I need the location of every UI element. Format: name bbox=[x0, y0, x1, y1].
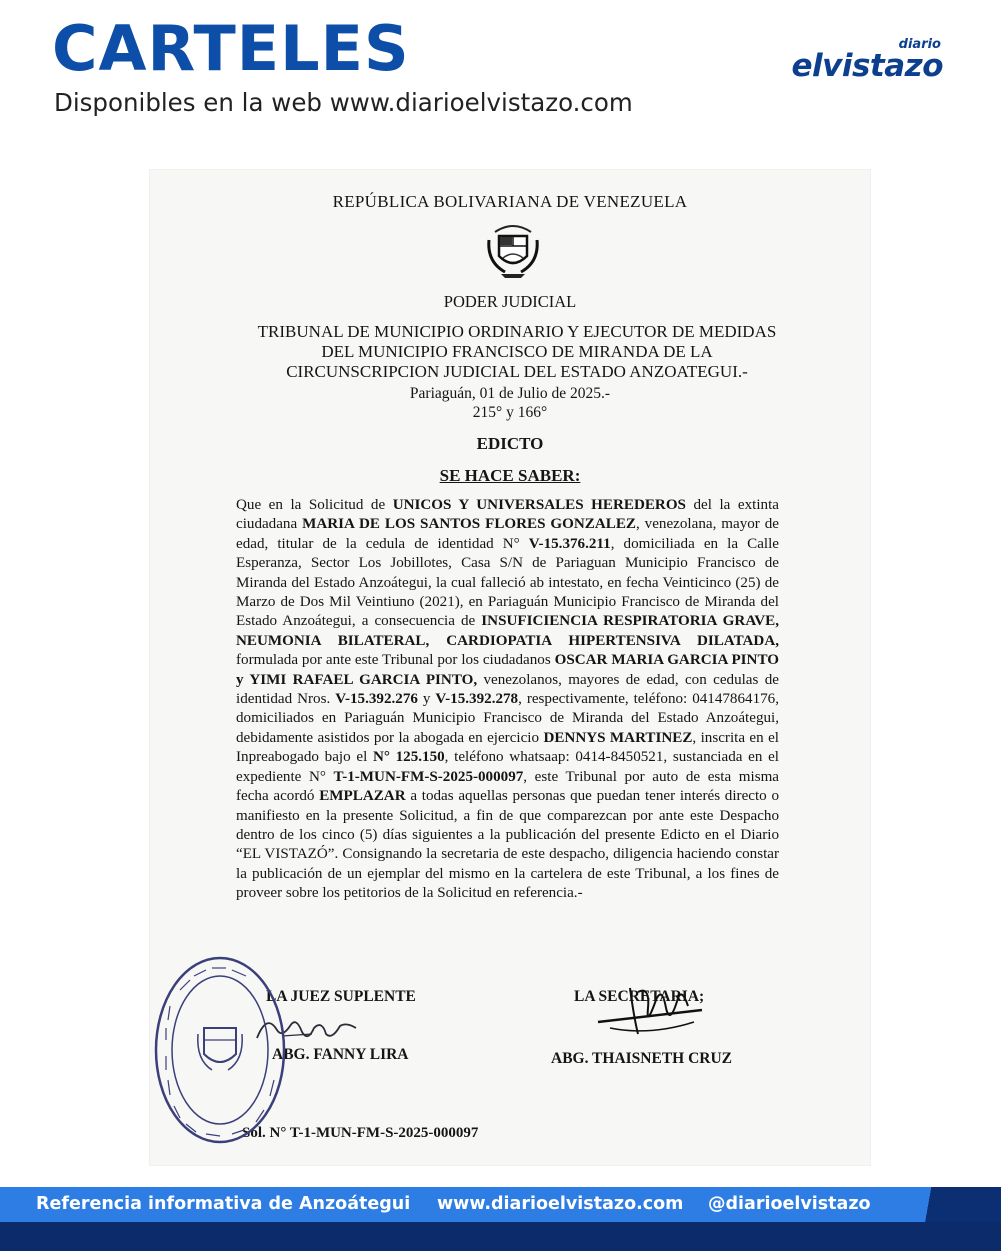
footer-social-handle[interactable]: @diarioelvistazo bbox=[708, 1194, 871, 1214]
court-name bbox=[150, 322, 870, 382]
judge-title: LA JUEZ SUPLENTE bbox=[266, 988, 416, 1005]
coat-of-arms-icon bbox=[483, 218, 543, 280]
document-date: Pariaguán, 01 de Julio de 2025.- bbox=[409, 385, 611, 402]
footer-text bbox=[0, 1187, 1001, 1222]
footer-dark-band bbox=[0, 1222, 1001, 1251]
body-bold-text: DENNYS MARTINEZ bbox=[543, 729, 693, 746]
court-line: TRIBUNAL DE MUNICIPIO ORDINARIO Y EJECUTOR DE MEDIDAS bbox=[257, 322, 777, 341]
judge-name: ABG. FANNY LIRA bbox=[272, 1046, 409, 1063]
case-reference: Sol. N° T-1-MUN-FM-S-2025-000097 bbox=[242, 1125, 479, 1141]
body-text: , respectivamente, teléfono: 04147864176, domiciliados en Pariaguán Municipio Francisco de Miranda del Estado Anzoátegui, debidamente asistidos por la abogada en ejercicio bbox=[236, 691, 779, 746]
court-line: DEL MUNICIPIO FRANCISCO DE MIRANDA DE LA bbox=[321, 342, 713, 361]
body-bold-text: EMPLAZAR bbox=[319, 788, 406, 805]
body-bold-text: V-15.392.278 bbox=[435, 691, 519, 708]
header-title: CARTELES bbox=[52, 12, 410, 85]
footer-reference: Referencia informativa de Anzoátegui bbox=[36, 1194, 411, 1214]
body-bold-text: OSCAR MARIA GARCIA PINTO y YIMI RAFAEL GARCIA PINTO, bbox=[236, 652, 779, 688]
body-bold-text: V-15.392.276 bbox=[335, 691, 418, 708]
body-text: , teléfono whatsaap: 0414-8450521, sustanciada en el expediente N° bbox=[236, 749, 779, 785]
edict-document bbox=[150, 170, 870, 1165]
newspaper-logo[interactable] bbox=[791, 38, 943, 82]
secretary-name: ABG. THAISNETH CRUZ bbox=[551, 1050, 733, 1067]
body-text: formulada por ante este Tribunal por los ciudadanos bbox=[236, 652, 555, 669]
body-text: a todas aquellas personas que puedan tener interés directo o manifiesto en la presente Solicitud, a fin de que comparezcan por ante este Despacho dentro de los cinco (5) días siguientes a la publicación del presente Edicto en el Diario “EL VISTAZÓ”. Consignando la secretaria de este despacho, diligencia haciendo constar la publicación de un ejemplar del mismo en la cartelera de este Tribunal, a los fines de proveer sobre los petitorios de la Solicitud en referencia.- bbox=[236, 788, 779, 902]
notice-heading: SE HACE SABER: bbox=[439, 466, 581, 485]
body-bold-text: N° 125.150 bbox=[372, 749, 445, 766]
date-block bbox=[150, 384, 870, 422]
footer-website-link[interactable]: www.diarioelvistazo.com bbox=[437, 1194, 684, 1214]
header-subtitle: Disponibles en la web www.diarioelvistazo.com bbox=[54, 88, 633, 117]
body-text: , venezolana, mayor de edad, titular de la cedula de identidad N° bbox=[236, 516, 779, 552]
court-stamp-icon bbox=[150, 950, 290, 1150]
body-bold-text: T-1-MUN-FM-S-2025-000097 bbox=[333, 768, 524, 785]
secretary-title: LA SECRETARIA; bbox=[574, 988, 705, 1005]
body-bold-text: INSUFICIENCIA RESPIRATORIA GRAVE, NEUMONIA BILATERAL, CARDIOPATIA HIPERTENSIVA DILATADA, bbox=[236, 613, 780, 649]
body-bold-text: UNICOS Y UNIVERSALES HEREDEROS bbox=[392, 497, 686, 513]
body-text: Que en la Solicitud de bbox=[236, 497, 393, 513]
court-line: CIRCUNSCRIPCION JUDICIAL DEL ESTADO ANZOATEGUI.- bbox=[286, 362, 748, 381]
edict-body bbox=[236, 496, 779, 904]
body-bold-text: V-15.376.211 bbox=[528, 535, 611, 552]
document-years: 215° y 166° bbox=[472, 404, 548, 421]
logo-small-text: diario bbox=[898, 37, 941, 52]
body-text: y bbox=[417, 691, 436, 708]
logo-main-text: elvistazo bbox=[791, 48, 943, 84]
body-text: del la extinta ciudadana bbox=[236, 497, 779, 533]
body-text: , domiciliada en la Calle Esperanza, Sector Los Jobillotes, Casa S/N de Pariaguan Municipio Francisco de Miranda del Estado Anzoátegui, la cual falleció ab intestato, en fecha Veinticinco (25) de Marzo de Dos Mil Veintiuno (2021), en Pariaguán Municipio Francisco de Miranda del Estado Anzoátegui, a consecuencia de bbox=[236, 535, 779, 630]
body-text: venezolanos, mayores de edad, con cedulas de identidad Nros. bbox=[236, 671, 779, 708]
body-text: , este Tribunal por auto de esta misma fecha acordó bbox=[236, 768, 780, 805]
judicial-power-heading: PODER JUDICIAL bbox=[443, 292, 577, 311]
body-text: , inscrita en el Inpreabogado bajo el bbox=[236, 729, 779, 766]
body-bold-text: MARIA DE LOS SANTOS FLORES GONZALEZ bbox=[302, 516, 636, 533]
republic-heading: REPÚBLICA BOLIVARIANA DE VENEZUELA bbox=[332, 192, 688, 211]
secretary-signature bbox=[590, 978, 710, 1042]
document-type: EDICTO bbox=[476, 434, 544, 453]
